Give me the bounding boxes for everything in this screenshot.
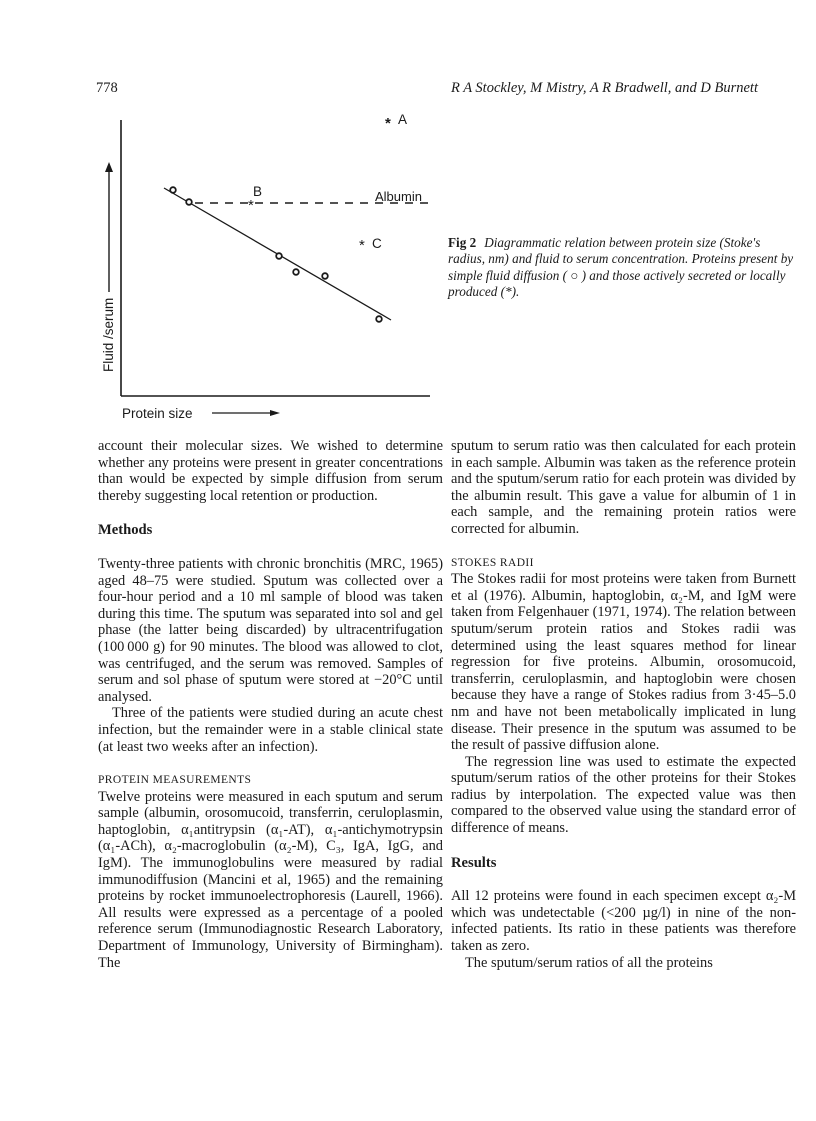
albumin-label: Albumin — [375, 189, 422, 204]
data-point-circle — [170, 187, 176, 193]
methods-heading: Methods — [98, 522, 153, 539]
protein-measurements-heading: PROTEIN MEASUREMENTS — [98, 774, 252, 787]
author-list: R A Stockley, M Mistry, A R Bradwell, and D Burnett — [450, 80, 758, 96]
asterisk-a-icon: * — [385, 115, 391, 132]
results-heading: Results — [451, 854, 497, 871]
figure-label: Fig 2 — [448, 235, 477, 250]
point-label-a: A — [398, 112, 408, 127]
asterisk-c-icon: * — [359, 237, 365, 254]
left-column — [98, 438, 443, 971]
x-axis-label: Protein size — [122, 406, 193, 421]
running-header — [96, 80, 758, 100]
stokes-radii-heading: STOKES RADII — [451, 556, 534, 569]
continued-paragraph: sputum to serum ratio was then calculated for each protein in each sample. Albumin was taken as the reference protein and the sputum/serum ratio for each protein was divided by the albumin result. This gave a value for albumin of 1 in each sample, and the remaining protein ratios were corrected for albumin. — [451, 438, 796, 537]
intro-paragraph-end: account their molecular sizes. We wished to determine whether any proteins were present in greater concentrations than would be expected by simple diffusion from serum thereby suggesting local retention or production. — [98, 438, 443, 504]
right-column — [451, 438, 796, 971]
point-label-c: C — [372, 236, 382, 251]
y-axis-label: Fluid /serum — [101, 297, 116, 372]
figure-caption — [448, 235, 798, 300]
diffusion-points — [170, 187, 382, 322]
data-point-circle — [186, 199, 192, 205]
data-point-circle — [322, 273, 328, 279]
data-point-circle — [376, 316, 382, 322]
y-arrow-head-icon — [105, 162, 113, 172]
results-paragraph-2: The sputum/serum ratios of all the proteins — [465, 954, 713, 971]
page-number: 778 — [96, 80, 118, 96]
results-paragraph-1: All 12 proteins were found in each specimen except α₂-M which was undetectable (<200 µg/l) in nine of the non-infected patients. Its ratio in these patients was therefore taken as zero. — [451, 888, 796, 955]
data-point-circle — [293, 269, 299, 275]
protein-measurements-paragraph: Twelve proteins were measured in each sputum and serum sample (albumin, orosomucoid, transferrin, ceruloplasmin, haptoglobin, α₁antitrypsin (α₁-AT), α₁-antichymotrypsin (α₁-ACh), α₂-macroglobulin (α₂-M), C₃, IgA, IgG, and IgM). The immunoglobulins were measured by radial immunodiffusion (Mancini et al, 1965) and the remaining proteins by rocket immunoelectrophoresis (Laurell, 1966). All results were expressed as a percentage of a pooled reference serum (Immunodiagnostic Research Laboratory, Department of Immunology, University of Birmingham). The — [98, 788, 443, 971]
figure-caption-text: Diagrammatic relation between protein size (Stoke's radius, nm) and fluid to serum concentration. Proteins present by simple fluid diffusion ( ○ ) and those actively secreted or locally produced (*). — [448, 235, 794, 299]
x-arrow-head-icon — [270, 410, 280, 416]
point-label-b: B — [253, 184, 263, 199]
figure-2 — [90, 100, 450, 430]
figure-diagram — [90, 100, 450, 430]
stokes-radii-paragraph-2: The regression line was used to estimate the expected sputum/serum ratios of the other proteins for their Stokes radius by interpolation. The expected value was then compared to the observed value using the standard error of difference of means. — [451, 753, 796, 837]
stokes-radii-paragraph-1: The Stokes radii for most proteins were taken from Burnett et al (1976). Albumin, haptoglobin, α₂-M, and IgM were taken from Felgenhauer (1971, 1974). The relation between sputum/serum protein ratios and Stokes radii was determined using the least squares method for linear regression for five proteins. Albumin, orosomucoid, transferrin, ceruloplasmin, and haptoglobin were chosen because they have a range of Stokes radius from 3·45–5.0 nm and have not been metabolically implicated in lung disease. Their presence in the sputum was assumed to be the result of passive diffusion alone. — [451, 571, 796, 754]
methods-paragraph-1: Twenty-three patients with chronic bronchitis (MRC, 1965) aged 48–75 were studied. Sputum was collected over a four-hour period and a 10 ml sample of blood was taken during this time. The sputum was separated into sol and gel phase (the latter being discarded) by ultracentrifugation (100 000 g) for 90 minutes. The blood was allowed to clot, was centrifuged, and the serum was removed. Samples of serum and sol phase of sputum were stored at −20°C until analysed. — [98, 555, 443, 705]
asterisk-b-icon: * — [248, 197, 254, 214]
data-point-circle — [276, 253, 282, 259]
methods-paragraph-2: Three of the patients were studied during an acute chest infection, but the remainder were in a stable clinical state (at least two weeks after an infection). — [98, 705, 443, 755]
